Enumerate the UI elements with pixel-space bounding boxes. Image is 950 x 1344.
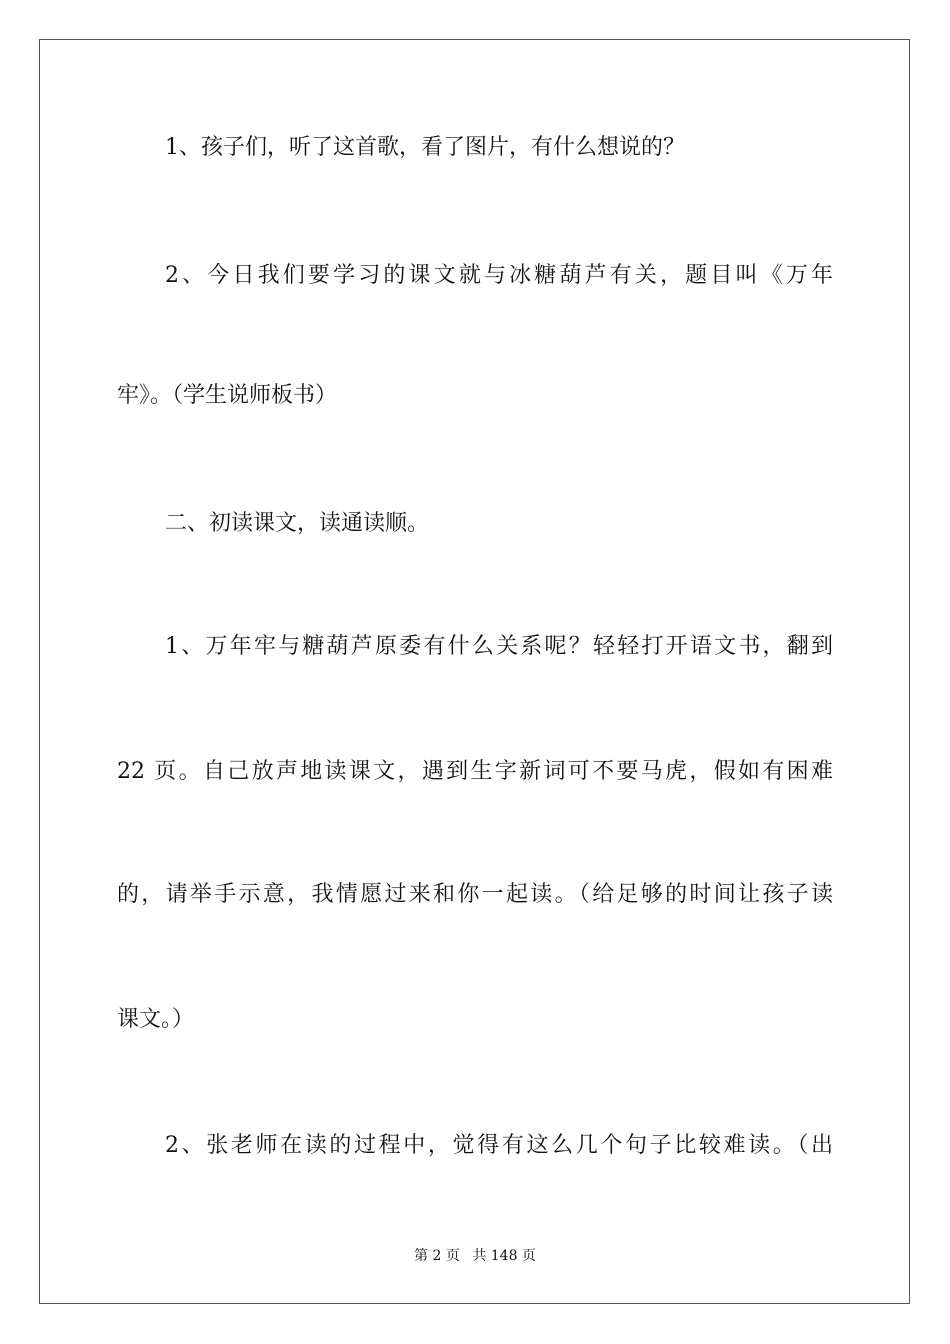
text-line-6: 22 页。自己放声地读课文，遇到生字新词可不要马虎，假如有困难 xyxy=(117,759,833,784)
text-line-2: 2、今日我们要学习的课文就与冰糖葫芦有关，题目叫《万年 xyxy=(165,263,833,288)
text-line-3: 牢》。（学生说师板书） xyxy=(117,383,338,408)
page-total: 共 148 页 xyxy=(472,1248,536,1264)
text-line-5: 1、万年牢与糖葫芦原委有什么关系呢？轻轻打开语文书，翻到 xyxy=(165,634,833,659)
page-border xyxy=(39,39,910,1304)
page-number: 第 2 页 xyxy=(414,1248,460,1264)
text-line-9: 2、张老师在读的过程中，觉得有这么几个句子比较难读。（出 xyxy=(165,1133,833,1158)
text-line-1: 1、孩子们，听了这首歌，看了图片，有什么想说的？ xyxy=(165,135,685,160)
text-line-4: 二、初读课文，读通读顺。 xyxy=(165,511,430,536)
text-line-8: 课文。） xyxy=(117,1007,195,1032)
page-footer xyxy=(0,1246,950,1266)
text-line-7: 的，请举手示意，我情愿过来和你一起读。（给足够的时间让孩子读 xyxy=(117,882,833,907)
